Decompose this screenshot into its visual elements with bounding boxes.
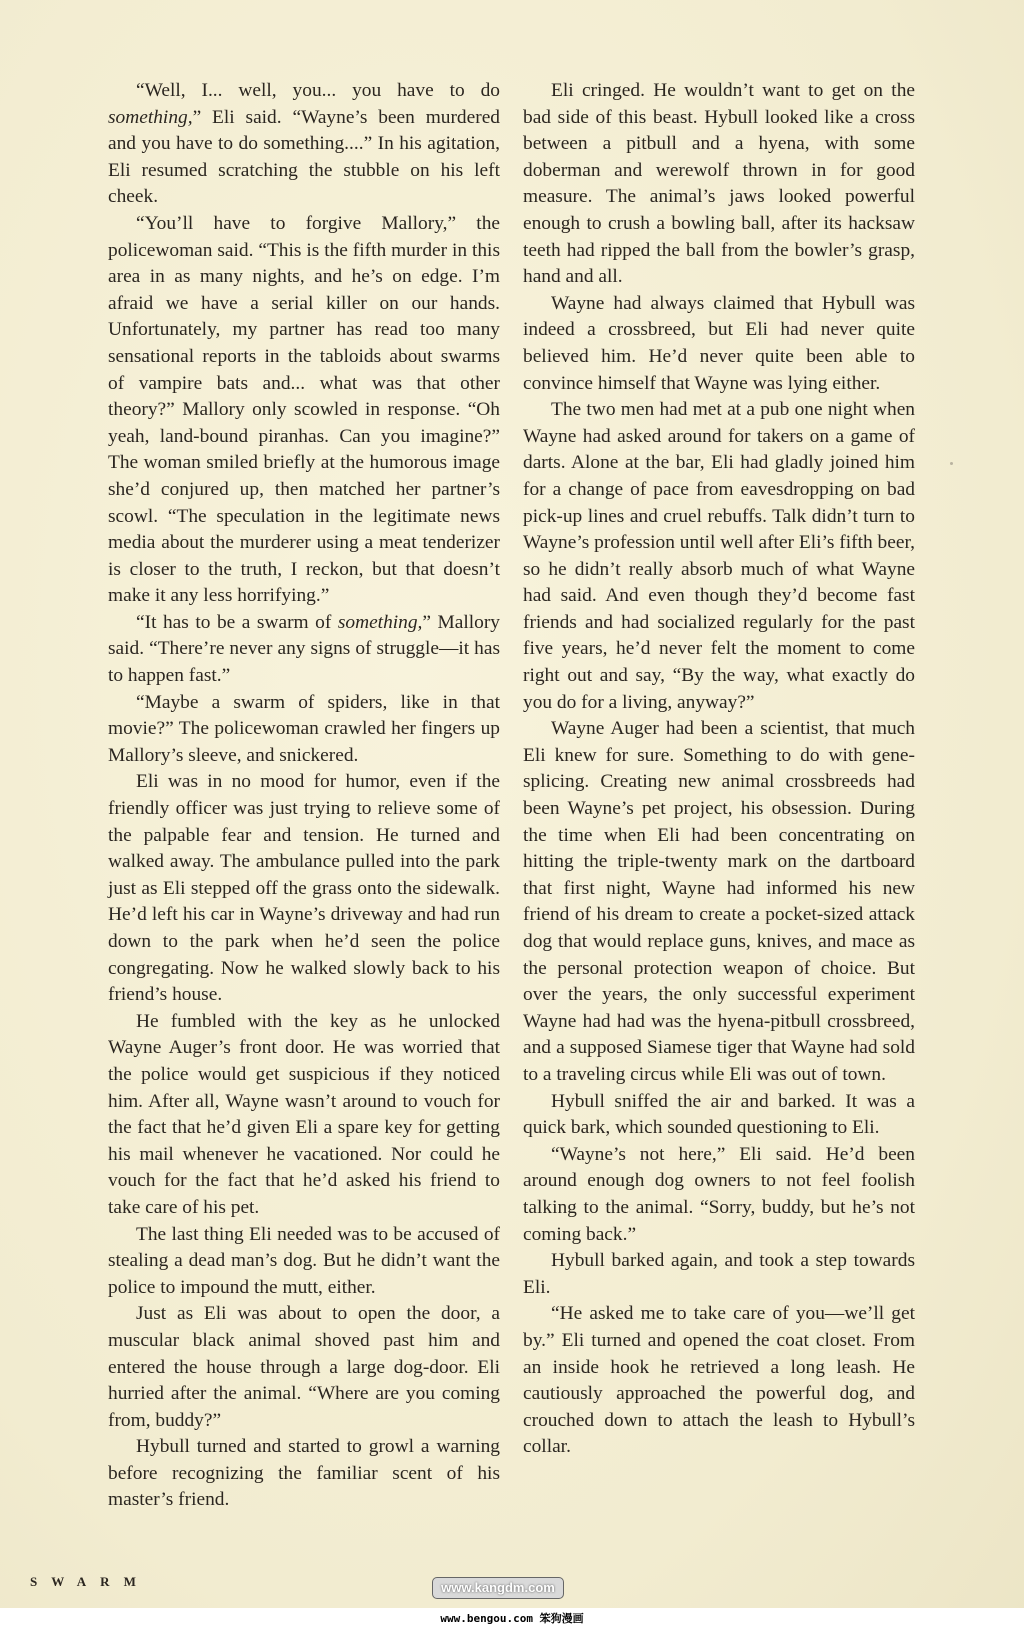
paragraph: “He asked me to take care of you—we’ll get by.” Eli turned and opened the coat closet. From an inside hook he retrieved a long leash. He cautiously approached the powerful dog, and crouched down to attach the leash to Hybull’s collar. <box>523 1303 915 1458</box>
right-text-column <box>523 78 915 1461</box>
paragraph: The last thing Eli needed was to be accused of stealing a dead man’s dog. But he didn’t want the police to impound the mutt, either. <box>108 1223 500 1298</box>
speck-mark <box>950 462 953 465</box>
paragraph: “You’ll have to forgive Mallory,” the policewoman said. “This is the fifth murder in this area in as many nights, and he’s on edge. I’m afraid we have a serial killer on our hands. Unfortunately, my partner has read too many sensational reports in the tabloids about swarms of vampire bats and... what was that other theory?” Mallory only scowled in response. “Oh yeah, land-bound piranhas. Can you imagine?” The woman smiled briefly at the humorous image she’d conjured up, then matched her partner’s scowl. “The speculation in the legitimate news media about the murderer using a meat tenderizer is closer to the truth, I reckon, but that doesn’t make it any less horrifying.” <box>108 212 500 607</box>
paragraph: Eli was in no mood for humor, even if the friendly officer was just trying to relieve some of the palpable fear and tension. He turned and walked away. The ambulance pulled into the park just as Eli stepped off the grass onto the sidewalk. He’d left his car in Wayne’s driveway and had run down to the park when he’d seen the police congregating. Now he walked slowly back to his friend’s house. <box>108 771 500 1006</box>
paragraph: The two men had met at a pub one night when Wayne had asked around for takers on a game of darts. Alone at the bar, Eli had gladly joined him for a change of pace from eavesdropping on bad pick-up lines and cruel rebuffs. Talk didn’t turn to Wayne’s profession until well after Eli’s fifth beer, so he didn’t really absorb much of what Wayne had said. And even though they’d become fast friends and had socialized regularly for the past five years, he’d never felt the moment to come right out and say, “By the way, what exactly do you do for a living, anyway?” <box>523 399 915 713</box>
paragraph: He fumbled with the key as he unlocked Wayne Auger’s front door. He was worried that the police would get suspicious if they noticed him. After all, Wayne wasn’t around to vouch for the fact that he’d given Eli a spare key for getting his mail whenever he vacationed. Nor could he vouch for the fact that he’d asked his friend to take care of his pet. <box>108 1010 500 1218</box>
watermark-line: www.bengou.com 笨狗漫画 <box>0 1608 1024 1630</box>
paragraph: Eli cringed. He wouldn’t want to get on the bad side of this beast. Hybull looked like a cross between a pitbull and a hyena, with some doberman and werewolf thrown in for good measure. The animal’s jaws looked powerful enough to crush a bowling ball, after its hacksaw teeth had ripped the ball from the bowler’s grasp, hand and all. <box>523 80 915 288</box>
left-text-column <box>108 78 500 1514</box>
paragraph: Hybull barked again, and took a step towards Eli. <box>523 1250 915 1298</box>
paragraph: Hybull turned and started to growl a warning before recognizing the familiar scent of his master’s friend. <box>108 1436 500 1511</box>
paragraph: Wayne had always claimed that Hybull was indeed a crossbreed, but Eli had never quite believed him. He’d never quite been able to convince himself that Wayne was lying either. <box>523 292 915 394</box>
paragraph: “Maybe a swarm of spiders, like in that movie?” The policewoman crawled her fingers up Mallory’s sleeve, and snickered. <box>108 691 500 766</box>
paragraph: “It has to be a swarm of something,” Mallory said. “There’re never any signs of struggle—it has to happen fast.” <box>108 611 500 687</box>
paragraph: Wayne Auger had been a scientist, that much Eli knew for sure. Something to do with gene-splicing. Creating new animal crossbreeds had been Wayne’s pet project, his obsession. During the time when Eli had been concentrating on hitting the triple-twenty mark on the dartboard that first night, Wayne had informed his new friend of his dream to create a pocket-sized attack dog that would replace guns, knives, and mace as the personal protection weapon of choice. But over the years, the only successful experiment Wayne had had was the hyena-pitbull crossbreed, and a supposed Siamese tiger that Wayne had sold to a traveling circus while Eli was out of town. <box>523 718 915 1085</box>
paragraph: Just as Eli was about to open the door, a muscular black animal shoved past him and entered the house through a large dog-door. Eli hurried after the animal. “Where are you coming from, buddy?” <box>108 1303 500 1431</box>
paragraph: Hybull sniffed the air and barked. It was a quick bark, which sounded questioning to Eli. <box>523 1090 915 1139</box>
paragraph: “Wayne’s not here,” Eli said. He’d been around enough dog owners to not feel foolish talking to the animal. “Sorry, buddy, but he’s not coming back.” <box>523 1143 915 1245</box>
running-title: SWARM <box>30 1574 150 1589</box>
paragraph: “Well, I... well, you... you have to do something,” Eli said. “Wayne’s been murdered and you have to do something....” In his agitation, Eli resumed scratching the stubble on his left cheek. <box>108 80 500 208</box>
watermark-site: www.kangdm.com <box>432 1577 564 1599</box>
